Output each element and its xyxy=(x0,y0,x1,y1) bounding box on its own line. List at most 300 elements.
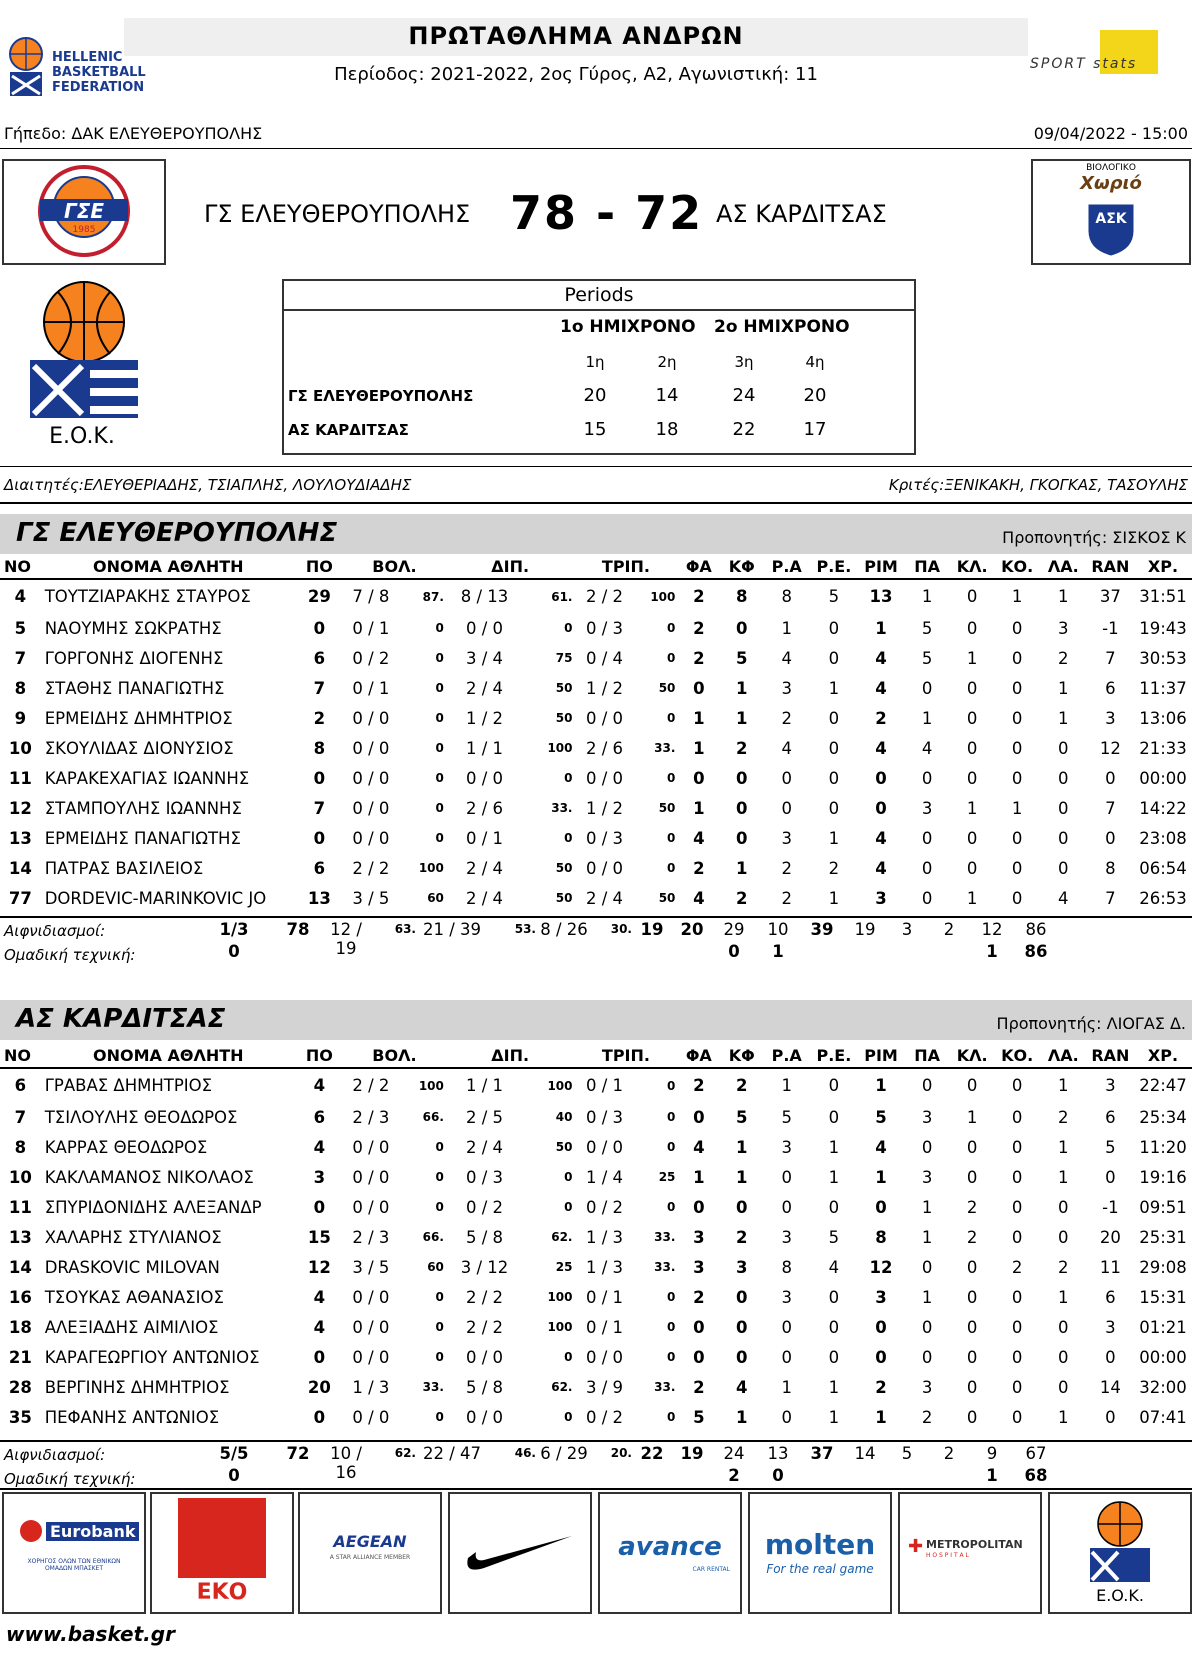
aegean-text: AEGEAN xyxy=(333,1532,407,1551)
player-name: ΚΑΡΑΚΕΧΑΓΙΑΣ ΙΩΑΝΝΗΣ xyxy=(44,768,250,788)
ft-pct: 0 xyxy=(435,741,444,755)
rebounds: 3 xyxy=(875,1287,887,1307)
points: 29 xyxy=(307,587,331,606)
period-label: 4η xyxy=(805,353,825,371)
column-header: ΠΑ xyxy=(905,1043,950,1068)
assists: 2 xyxy=(693,858,705,878)
judges: Κριτές:ΞΕΝΙΚΑΚΗ, ΓΚΟΓΚΑΣ, ΤΑΣΟΥΛΗΣ xyxy=(888,476,1188,494)
minutes: 00:00 xyxy=(1139,768,1187,788)
fouls-drawn: 5 xyxy=(735,648,748,668)
venue: Γήπεδο: ΔΑΚ ΕΛΕΥΘΕΡΟΥΠΟΛΗΣ xyxy=(4,124,263,143)
table-row xyxy=(0,1162,1192,1192)
total-ranking: 67 xyxy=(1025,1444,1047,1463)
player-name: ΤΟΥΤΖΙΑΡΑΚΗΣ ΣΤΑΥΡΟΣ xyxy=(44,587,251,606)
fg3-pct: 0 xyxy=(667,1350,676,1364)
period-team: ΑΣ ΚΑΡΔΙΤΣΑΣ xyxy=(288,421,409,439)
steals: 0 xyxy=(966,1137,978,1157)
total-two-pointers: 21 / 39 xyxy=(422,920,482,939)
column-header: ΤΡΙΠ. xyxy=(575,1043,678,1068)
player-name: ΣΠΥΡΙΔΟΝΙΔΗΣ ΑΛΕΞΑΝΔΡ xyxy=(44,1197,262,1217)
period-score: 18 xyxy=(655,419,679,440)
assists: 0 xyxy=(693,678,705,698)
points: 12 xyxy=(307,1257,331,1277)
fouls: 0 xyxy=(921,1076,933,1095)
total-blocks-2: 1 xyxy=(986,942,998,961)
fouls-drawn: 1 xyxy=(735,708,748,728)
eko-text: ΕΚΟ xyxy=(196,1580,248,1605)
fouls: 4 xyxy=(921,738,933,758)
assists: 0 xyxy=(693,1317,705,1337)
avance-text: avance xyxy=(618,1532,722,1562)
fg3-pct: 0 xyxy=(667,1320,676,1334)
off-rebounds: 0 xyxy=(781,1197,792,1217)
three-pointers: 1 / 3 xyxy=(585,1257,624,1277)
rebounds: 4 xyxy=(875,678,887,698)
def-rebounds: 5 xyxy=(828,587,840,606)
def-rebounds: 0 xyxy=(828,1197,840,1217)
fg2-pct: 100 xyxy=(547,1078,573,1093)
two-pointers: 5 / 8 xyxy=(465,1377,503,1397)
sponsor-eok-text: E.O.K. xyxy=(1096,1586,1144,1605)
rebounds: 1 xyxy=(875,618,887,638)
two-pointers: 3 / 4 xyxy=(465,648,503,668)
three-pointers: 0 / 1 xyxy=(585,1317,624,1337)
ft-pct: 0 xyxy=(435,1320,444,1334)
off-rebounds: 0 xyxy=(781,1317,792,1337)
fg3-pct: 33. xyxy=(654,741,676,755)
totals xyxy=(0,916,1192,968)
fg3-pct: 50 xyxy=(658,801,676,815)
assists: 0 xyxy=(693,1347,705,1367)
ft-pct: 0 xyxy=(435,651,444,665)
fouls: 3 xyxy=(921,1377,933,1397)
off-rebounds: 3 xyxy=(781,1137,792,1157)
total-three-pointers: 8 / 26 xyxy=(540,920,588,939)
free-throws: 3 / 5 xyxy=(352,888,390,908)
player-number: 14 xyxy=(8,858,32,878)
boxscore-table xyxy=(0,1043,1192,1432)
turnovers: 1 xyxy=(1011,798,1023,818)
column-header: ΟΝΟΜΑ ΑΘΛΗΤΗ xyxy=(41,1043,296,1068)
points: 4 xyxy=(313,1287,326,1307)
total-assists: 22 xyxy=(640,1444,664,1463)
assists: 0 xyxy=(693,1107,705,1127)
blocks: 1 xyxy=(1057,678,1069,698)
off-rebounds: 4 xyxy=(781,738,792,758)
blocks: 4 xyxy=(1057,888,1069,908)
player-number: 7 xyxy=(14,648,27,668)
player-number: 77 xyxy=(8,888,32,908)
ft-pct: 100 xyxy=(418,861,444,875)
off-rebounds: 1 xyxy=(781,1076,792,1095)
total-fg3-pct: 20. xyxy=(610,1446,632,1460)
player-number: 5 xyxy=(14,618,27,638)
off-rebounds: 0 xyxy=(781,798,792,818)
free-throws: 3 / 5 xyxy=(352,1257,390,1277)
turnovers: 0 xyxy=(1011,768,1023,788)
rebounds: 4 xyxy=(875,1137,887,1157)
total-def-rebounds-2: 0 xyxy=(772,1466,784,1485)
three-pointers: 0 / 0 xyxy=(585,768,624,788)
blocks: 0 xyxy=(1057,1377,1069,1397)
column-header: Ρ.Α xyxy=(763,554,810,579)
fouls: 1 xyxy=(921,587,933,606)
away-logo-top: ΒΙΟΛΟΓΙΚΟ xyxy=(1086,163,1136,173)
fg2-pct: 50 xyxy=(555,681,573,695)
turnovers: 0 xyxy=(1011,1317,1023,1337)
ranking: 20 xyxy=(1099,1227,1121,1247)
column-header: Ρ.Ε. xyxy=(810,1043,857,1068)
fouls-drawn: 0 xyxy=(735,828,748,848)
column-header: ΚΟ. xyxy=(995,1043,1040,1068)
player-name: ΠΑΤΡΑΣ ΒΑΣΙΛΕΙΟΣ xyxy=(44,858,204,878)
team-tech-value: 0 xyxy=(228,942,240,961)
assists: 4 xyxy=(693,1137,705,1157)
blocks: 0 xyxy=(1057,1317,1069,1337)
blocks: 0 xyxy=(1057,738,1069,758)
off-rebounds: 8 xyxy=(781,587,792,606)
player-name: ΧΑΛΑΡΗΣ ΣΤΥΛΙΑΝΟΣ xyxy=(44,1227,222,1247)
off-rebounds: 1 xyxy=(781,618,792,638)
off-rebounds: 5 xyxy=(781,1107,792,1127)
def-rebounds: 0 xyxy=(828,798,840,818)
sponsor-aegean xyxy=(298,1492,442,1614)
column-header: Ρ.Ε. xyxy=(810,554,857,579)
sponsor-nike xyxy=(448,1492,592,1614)
column-header: ΝΟ xyxy=(0,1043,41,1068)
fouls: 0 xyxy=(921,768,933,788)
sponsor-metropolitan xyxy=(898,1492,1042,1614)
ranking: 0 xyxy=(1105,828,1116,848)
fouls: 2 xyxy=(921,1407,933,1427)
fg3-pct: 0 xyxy=(667,861,676,875)
fg2-pct: 50 xyxy=(555,861,573,875)
steals: 1 xyxy=(966,1107,978,1127)
rebounds: 4 xyxy=(875,828,887,848)
molten-text: molten xyxy=(764,1528,876,1561)
fg3-pct: 0 xyxy=(667,651,676,665)
three-pointers: 0 / 0 xyxy=(585,1347,624,1367)
period-team: ΓΣ ΕΛΕΥΘΕΡΟΥΠΟΛΗΣ xyxy=(288,387,474,405)
fg3-pct: 0 xyxy=(667,831,676,845)
points: 0 xyxy=(313,1347,326,1367)
assists: 1 xyxy=(693,738,705,758)
points: 8 xyxy=(313,738,326,758)
eurobank-subtext: ΧΟΡΗΓΟΣ ΟΛΩΝ ΤΩΝ ΕΘΝΙΚΩΝ ΟΜΑΔΩΝ ΜΠΑΣΚΕΤ xyxy=(27,1558,121,1572)
cross-icon: ✚ xyxy=(908,1536,924,1557)
fg2-pct: 0 xyxy=(564,1410,573,1424)
turnovers: 0 xyxy=(1011,738,1023,758)
fouls: 0 xyxy=(921,1347,933,1367)
steals: 0 xyxy=(966,708,978,728)
fouls-drawn: 5 xyxy=(735,1107,748,1127)
minutes: 01:21 xyxy=(1139,1317,1187,1337)
player-number: 21 xyxy=(8,1347,32,1367)
minutes: 30:53 xyxy=(1139,648,1187,668)
table-row xyxy=(0,613,1192,643)
turnovers: 0 xyxy=(1011,858,1023,878)
column-header: ΚΦ xyxy=(720,1043,763,1068)
fg2-pct: 0 xyxy=(564,1200,573,1214)
player-number: 13 xyxy=(8,828,32,848)
blocks: 2 xyxy=(1057,1107,1069,1127)
swoosh-icon xyxy=(464,1530,576,1574)
minutes: 06:54 xyxy=(1139,858,1187,878)
free-throws: 7 / 8 xyxy=(352,587,390,606)
fg2-pct: 61. xyxy=(551,589,573,604)
fg3-pct: 100 xyxy=(650,589,676,604)
free-throws: 0 / 0 xyxy=(352,1167,390,1187)
turnovers: 0 xyxy=(1011,1167,1023,1187)
rebounds: 4 xyxy=(875,648,887,668)
three-pointers: 2 / 2 xyxy=(585,587,624,606)
points: 0 xyxy=(313,1197,326,1217)
divider xyxy=(0,502,1192,504)
sponsor-avance xyxy=(598,1492,742,1614)
ranking: 0 xyxy=(1105,1347,1116,1367)
table-row xyxy=(0,883,1192,913)
off-rebounds: 3 xyxy=(781,1227,792,1247)
ft-pct: 0 xyxy=(435,1410,444,1424)
rebounds: 5 xyxy=(875,1107,887,1127)
ranking: -1 xyxy=(1102,1197,1119,1217)
minutes: 00:00 xyxy=(1139,1347,1187,1367)
match-datetime: 09/04/2022 - 15:00 xyxy=(1033,124,1188,143)
ranking: 37 xyxy=(1099,587,1121,606)
fg3-pct: 50 xyxy=(658,891,676,905)
ranking: 0 xyxy=(1105,768,1116,788)
points: 15 xyxy=(307,1227,331,1247)
minutes: 07:41 xyxy=(1139,1407,1187,1427)
hbf-logo-line3: FEDERATION xyxy=(52,80,145,95)
table-row xyxy=(0,823,1192,853)
two-pointers: 0 / 0 xyxy=(465,1347,503,1367)
steals: 0 xyxy=(966,1076,978,1095)
rebounds: 2 xyxy=(875,708,887,728)
table-row xyxy=(0,763,1192,793)
two-pointers: 1 / 1 xyxy=(465,1076,503,1095)
ranking: 0 xyxy=(1105,1167,1116,1187)
player-name: ΓΡΑΒΑΣ ΔΗΜΗΤΡΙΟΣ xyxy=(44,1076,213,1095)
hbf-logo-line2: BASKETBALL xyxy=(52,65,146,80)
fg2-pct: 62. xyxy=(551,1230,573,1244)
total-steals: 3 xyxy=(901,920,913,939)
fouls: 5 xyxy=(921,618,933,638)
points: 7 xyxy=(313,798,326,818)
page-title: ΠΡΩΤΑΘΛΗΜΑ ΑΝΔΡΩΝ xyxy=(408,22,744,50)
total-rebounds: 37 xyxy=(810,1444,834,1463)
table-row xyxy=(0,1402,1192,1432)
fouls: 0 xyxy=(921,828,933,848)
turnovers: 0 xyxy=(1011,618,1023,638)
ft-pct: 60 xyxy=(427,891,444,905)
steals: 1 xyxy=(966,648,978,668)
total-off-rebounds: 29 xyxy=(723,920,745,939)
player-number: 7 xyxy=(14,1107,27,1127)
blocks: 0 xyxy=(1057,768,1069,788)
fouls: 1 xyxy=(921,1197,933,1217)
fg2-pct: 25 xyxy=(555,1260,573,1274)
three-pointers: 0 / 3 xyxy=(585,618,624,638)
def-rebounds: 0 xyxy=(828,768,840,788)
turnovers: 0 xyxy=(1011,828,1023,848)
fouls-drawn: 1 xyxy=(735,1137,748,1157)
period-score: 22 xyxy=(732,419,756,440)
ft-pct: 0 xyxy=(435,771,444,785)
fg3-pct: 33. xyxy=(654,1260,676,1274)
ft-pct: 0 xyxy=(435,1140,444,1154)
steals: 1 xyxy=(966,888,978,908)
blocks: 0 xyxy=(1057,1227,1069,1247)
rebounds: 0 xyxy=(875,798,887,818)
player-name: ΠΕΦΑΝΗΣ ΑΝΤΩΝΙΟΣ xyxy=(44,1407,220,1427)
turnovers: 0 xyxy=(1011,1227,1023,1247)
totals xyxy=(0,1440,1192,1492)
two-pointers: 0 / 1 xyxy=(465,828,503,848)
minutes: 11:37 xyxy=(1139,678,1187,698)
blocks: 0 xyxy=(1057,858,1069,878)
two-pointers: 3 / 12 xyxy=(460,1257,509,1277)
total-free-throws: 10 / 16 xyxy=(330,1444,362,1482)
steals: 0 xyxy=(966,1167,978,1187)
table-row xyxy=(0,1222,1192,1252)
turnovers: 0 xyxy=(1011,1076,1023,1095)
steals: 0 xyxy=(966,828,978,848)
assists: 2 xyxy=(693,648,705,668)
two-pointers: 0 / 0 xyxy=(465,1407,503,1427)
free-throws: 0 / 0 xyxy=(352,828,390,848)
points: 13 xyxy=(307,888,331,908)
column-header: ΤΡΙΠ. xyxy=(575,554,678,579)
def-rebounds: 1 xyxy=(828,828,840,848)
ft-pct: 0 xyxy=(435,681,444,695)
period-score: 17 xyxy=(803,419,827,440)
def-rebounds: 0 xyxy=(828,1347,840,1367)
minutes: 15:31 xyxy=(1139,1287,1187,1307)
points: 4 xyxy=(313,1137,326,1157)
player-name: ΚΑΡΡΑΣ ΘΕΟΔΩΡΟΣ xyxy=(44,1137,208,1157)
assists: 2 xyxy=(693,1377,705,1397)
total-ranking-2: 68 xyxy=(1024,1466,1048,1485)
blocks: 1 xyxy=(1057,1076,1069,1095)
column-header: ΔΙΠ. xyxy=(446,554,575,579)
free-throws: 2 / 2 xyxy=(352,858,390,878)
away-logo-text: ΑΣΚ xyxy=(1095,211,1127,227)
off-rebounds: 2 xyxy=(781,888,792,908)
fg3-pct: 33. xyxy=(654,1230,676,1244)
blocks: 0 xyxy=(1057,1347,1069,1367)
fouls-drawn: 2 xyxy=(735,738,748,758)
fg2-pct: 33. xyxy=(551,801,573,815)
ft-pct: 87. xyxy=(422,589,444,604)
steals: 0 xyxy=(966,1377,978,1397)
player-name: ΑΛΕΞΙΑΔΗΣ ΑΙΜΙΛΙΟΣ xyxy=(44,1317,219,1337)
three-pointers: 1 / 4 xyxy=(585,1167,624,1187)
column-header: RAN xyxy=(1087,554,1134,579)
column-header: ΝΟ xyxy=(0,554,41,579)
sponsor-molten xyxy=(748,1492,892,1614)
fg3-pct: 0 xyxy=(667,1140,676,1154)
blocks: 1 xyxy=(1057,587,1069,606)
minutes: 19:16 xyxy=(1139,1167,1187,1187)
points: 6 xyxy=(313,648,326,668)
three-pointers: 0 / 1 xyxy=(585,1287,624,1307)
avance-subtext: CAR RENTAL xyxy=(692,1566,730,1573)
periods-box xyxy=(282,279,916,455)
blocks: 1 xyxy=(1057,1287,1069,1307)
turnovers: 0 xyxy=(1011,1347,1023,1367)
fg3-pct: 33. xyxy=(654,1380,676,1394)
divider xyxy=(0,148,1192,149)
assists: 0 xyxy=(693,1197,705,1217)
three-pointers: 0 / 4 xyxy=(585,648,624,668)
turnovers: 0 xyxy=(1011,708,1023,728)
assists: 5 xyxy=(693,1407,705,1427)
table-row xyxy=(0,1282,1192,1312)
def-rebounds: 2 xyxy=(828,858,840,878)
assists: 1 xyxy=(693,1167,705,1187)
minutes: 19:43 xyxy=(1139,618,1187,638)
period-score: 24 xyxy=(732,385,756,406)
off-rebounds: 3 xyxy=(781,828,792,848)
steals: 0 xyxy=(966,678,978,698)
total-fouls-drawn: 19 xyxy=(680,1444,704,1463)
points: 0 xyxy=(313,1407,326,1427)
minutes: 11:20 xyxy=(1139,1137,1187,1157)
basketball-icon xyxy=(1084,1498,1156,1584)
steals: 0 xyxy=(966,618,978,638)
fouls: 1 xyxy=(921,1227,933,1247)
two-pointers: 0 / 0 xyxy=(465,618,503,638)
fg2-pct: 100 xyxy=(547,1290,573,1304)
footer-link[interactable]: www.basket.gr xyxy=(6,1622,175,1646)
three-pointers: 2 / 6 xyxy=(585,738,624,758)
table-header-row xyxy=(0,554,1192,579)
fouls-drawn: 2 xyxy=(735,1076,748,1095)
total-blocks: 12 xyxy=(981,920,1003,939)
fg2-pct: 0 xyxy=(564,771,573,785)
total-off-rebounds-2: 2 xyxy=(728,1466,740,1485)
turnovers: 0 xyxy=(1011,1137,1023,1157)
def-rebounds: 0 xyxy=(828,1076,840,1095)
fg3-pct: 0 xyxy=(667,1078,676,1093)
total-off-rebounds-2: 0 xyxy=(728,942,740,961)
table-row xyxy=(0,1068,1192,1102)
team-tech-value: 0 xyxy=(228,1466,240,1485)
metropolitan-text: METROPOLITAN xyxy=(926,1538,1023,1551)
assists: 4 xyxy=(693,828,705,848)
total-def-rebounds: 10 xyxy=(767,920,789,939)
player-number: 18 xyxy=(8,1317,32,1337)
minutes: 09:51 xyxy=(1139,1197,1187,1217)
column-header: ΧΡ. xyxy=(1134,1043,1192,1068)
off-rebounds: 2 xyxy=(781,708,792,728)
total-rebounds: 39 xyxy=(810,920,834,939)
turnovers: 1 xyxy=(1011,587,1023,606)
aegean-subtext: A STAR ALLIANCE MEMBER xyxy=(329,1554,411,1561)
off-rebounds: 0 xyxy=(781,1407,792,1427)
two-pointers: 1 / 1 xyxy=(465,738,503,758)
player-name: ΤΣΟΥΚΑΣ ΑΘΑΝΑΣΙΟΣ xyxy=(44,1287,224,1307)
blocks: 1 xyxy=(1057,708,1069,728)
free-throws: 0 / 0 xyxy=(352,1347,390,1367)
fouls-drawn: 0 xyxy=(735,1347,748,1367)
home-team-name: ΓΣ ΕΛΕΥΘΕΡΟΥΠΟΛΗΣ xyxy=(204,200,471,228)
table-row xyxy=(0,673,1192,703)
two-pointers: 1 / 2 xyxy=(465,708,503,728)
column-header: ΠΟ xyxy=(296,1043,343,1068)
blocks: 3 xyxy=(1057,618,1069,638)
